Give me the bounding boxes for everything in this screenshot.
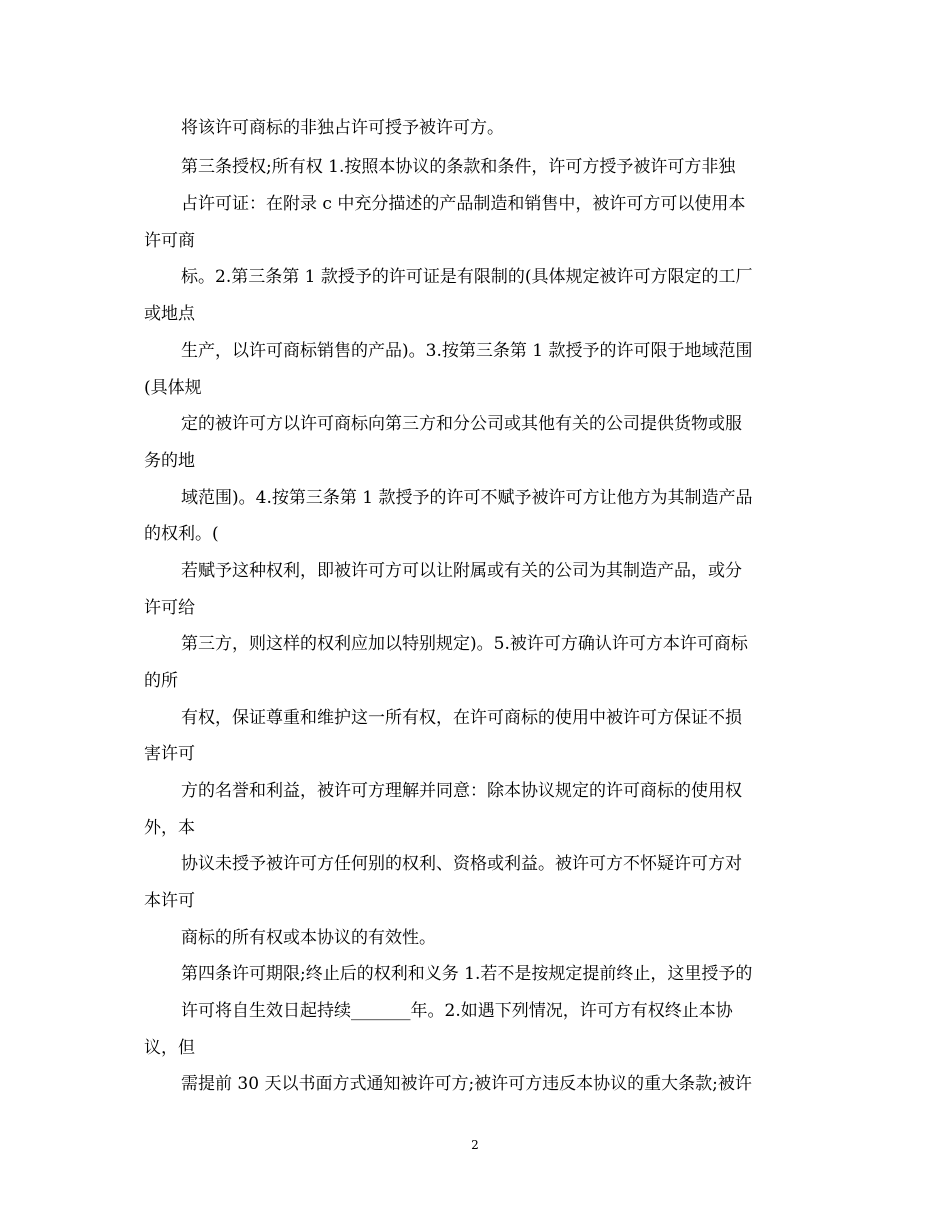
text-line: 议，但 — [144, 1038, 195, 1058]
text-line: 外，本 — [144, 818, 195, 838]
text-line: 有权，保证尊重和维护这一所有权，在许可商标的使用中被许可方保证不损 — [181, 708, 742, 728]
text-line: 方的名誉和利益，被许可方理解并同意：除本协议规定的许可商标的使用权 — [181, 781, 742, 801]
text-line: 害许可 — [144, 744, 195, 764]
text-line: 需提前 30 天以书面方式通知被许可方;被许可方违反本协议的重大条款;被许 — [181, 1074, 752, 1094]
text-line: 定的被许可方以许可商标向第三方和分公司或其他有关的公司提供货物或服 — [181, 414, 742, 434]
text-line: 商标的所有权或本协议的有效性。 — [181, 928, 436, 948]
text-line: 第三条授权;所有权 1.按照本协议的条款和条件，许可方授予被许可方非独 — [181, 157, 736, 177]
text-line: 协议未授予被许可方任何别的权利、资格或利益。被许可方不怀疑许可方对 — [181, 854, 742, 874]
text-line: 域范围)。4.按第三条第 1 款授予的许可不赋予被许可方让他方为其制造产品 — [181, 488, 753, 508]
text-line: 标。2.第三条第 1 款授予的许可证是有限制的(具体规定被许可方限定的工厂 — [181, 267, 753, 287]
text-line: 将该许可商标的非独占许可授予被许可方。 — [181, 118, 504, 138]
text-line: 若赋予这种权利，即被许可方可以让附属或有关的公司为其制造产品，或分 — [181, 561, 742, 581]
text-line: 或地点 — [144, 304, 195, 324]
text-line: 务的地 — [144, 451, 195, 471]
text-line: 许可将自生效日起持续_______年。2.如遇下列情况，许可方有权终止本协 — [181, 1001, 733, 1021]
text-line: 许可商 — [144, 231, 195, 251]
page-number: 2 — [471, 1138, 479, 1152]
text-line: 生产，以许可商标销售的产品)。3.按第三条第 1 款授予的许可限于地域范围 — [181, 341, 753, 361]
text-line: 的权利。( — [144, 524, 219, 544]
text-line: 第四条许可期限;终止后的权利和义务 1.若不是按规定提前终止，这里授予的 — [181, 964, 753, 984]
text-line: 第三方，则这样的权利应加以特别规定)。5.被许可方确认许可方本许可商标 — [181, 634, 748, 654]
text-line: 许可给 — [144, 598, 195, 618]
text-line: 本许可 — [144, 891, 195, 911]
text-line: 占许可证：在附录 c 中充分描述的产品制造和销售中，被许可方可以使用本 — [181, 194, 746, 214]
text-line: (具体规 — [144, 378, 202, 398]
text-line: 的所 — [144, 671, 178, 691]
